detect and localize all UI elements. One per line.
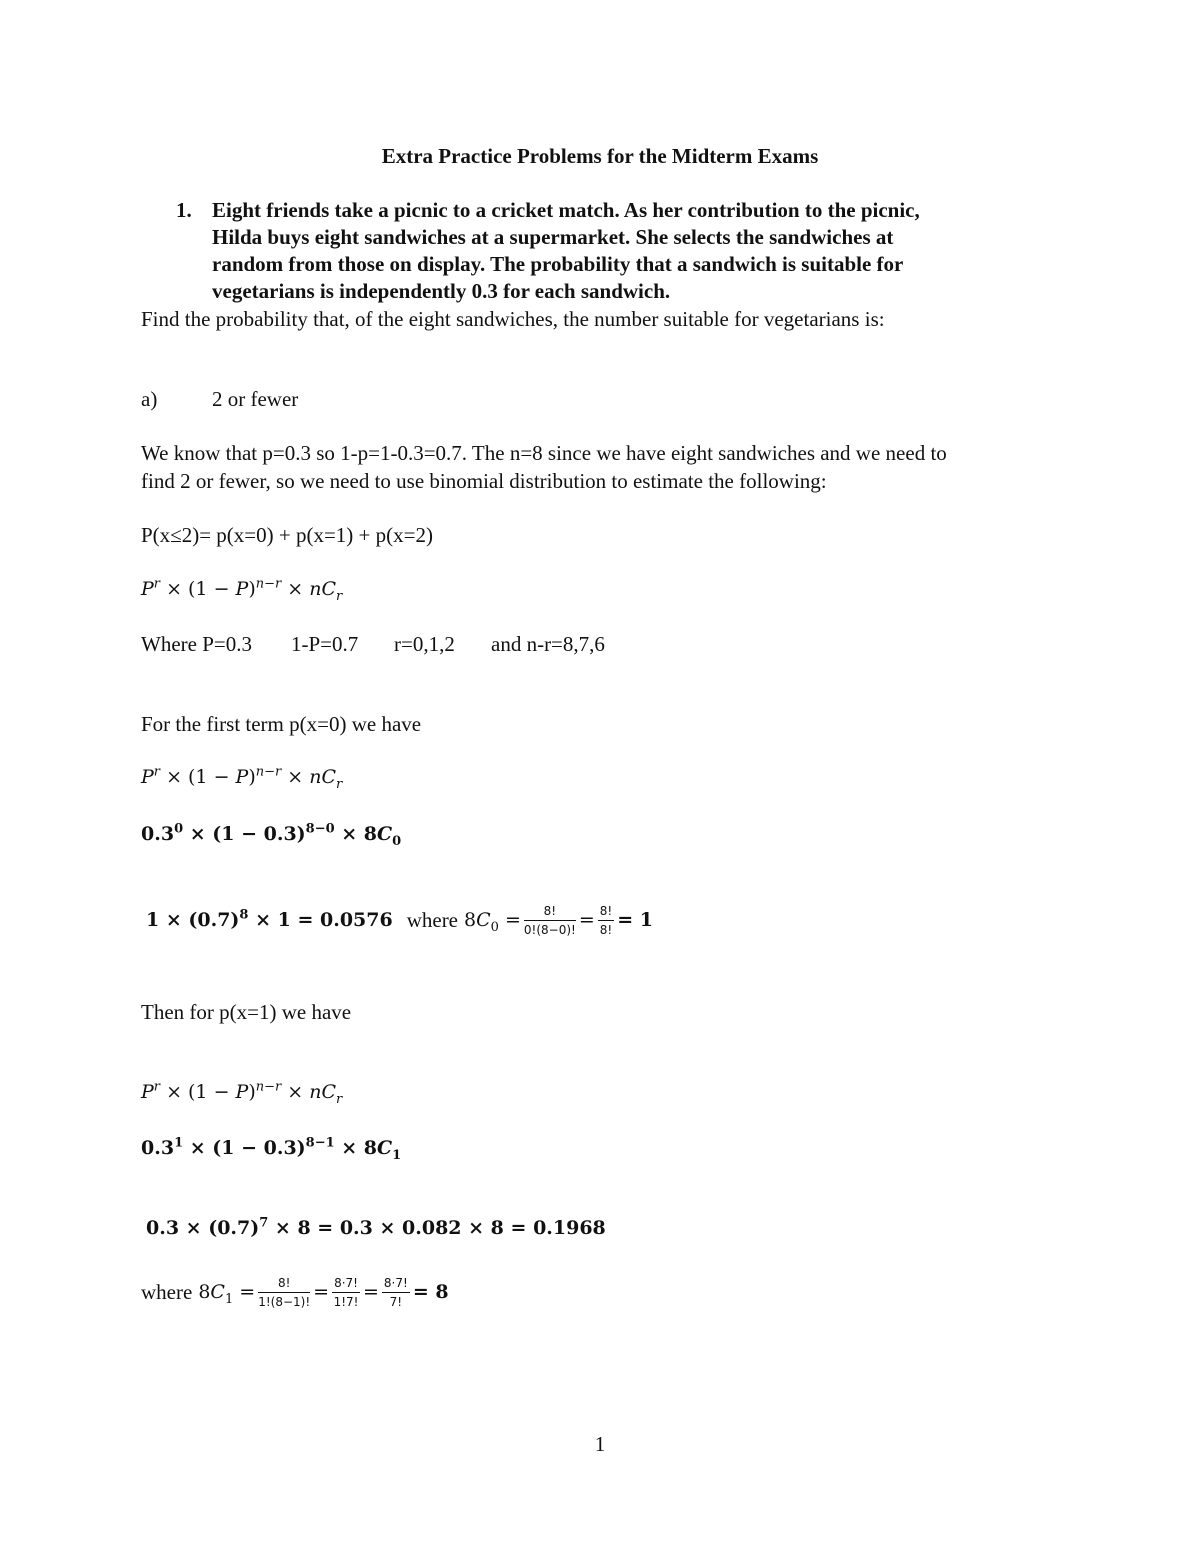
term1-final-value: 8 <box>435 1281 449 1303</box>
explanation-line-1: We know that p=0.3 so 1-p=1-0.3=0.7. The n=8 since we have eight sandwiches and we need to <box>141 441 947 465</box>
page-title: Extra Practice Problems for the Midterm Exams <box>381 144 819 168</box>
term1-combination: $8C_1$ = <box>198 1281 256 1307</box>
term1-formula: $P^r \times (1 - P)^{n-r} \times nC_r$ <box>141 1079 343 1107</box>
problem-line-1: Eight friends take a picnic to a cricket match. As her contribution to the picnic, <box>212 198 920 222</box>
term0-final-value: 1 <box>639 909 654 931</box>
term1-where-line: where $8C_1$ = $\frac{8!}{1!(8-1)!}$ = $\frac{8\cdot 7!}{1!7!}$ = $\frac{8\cdot 7!}{7!}$ = 8 <box>141 1275 449 1309</box>
term0-fraction-2: $\frac{8!}{8!}$ <box>599 903 613 937</box>
term1-result-expression: $0.3 \times (0.7)^7 \times 8 = 0.3 \times 0.082 \times 8 = 0.1968$ <box>146 1215 606 1239</box>
problem-number: 1. <box>176 198 192 222</box>
term1-intro: Then for p(x=1) we have <box>141 1000 352 1024</box>
page-number: 1 <box>594 1432 606 1456</box>
term1-where-word: where <box>141 1279 193 1304</box>
part-a-label: a) <box>141 387 158 411</box>
explanation-line-2: find 2 or fewer, so we need to use binomial distribution to estimate the following: <box>141 469 827 493</box>
term0-result-line: $1 \times (0.7)^8 \times 1 = 0.0576$ where $8C_0$ = $\frac{8!}{0!(8-0)!}$ = $\frac{8!}{8!}$ = 1 <box>146 903 654 937</box>
term0-fraction-1: $\frac{8!}{0!(8-0)!}$ <box>523 903 576 937</box>
problem-line-2: Hilda buys eight sandwiches at a supermarket. She selects the sandwiches at <box>212 225 894 249</box>
where-r: r=0,1,2 <box>394 632 455 656</box>
term1-fraction-1: $\frac{8!}{1!(8-1)!}$ <box>258 1275 311 1309</box>
term0-combination: $8C_0$ = <box>464 909 521 935</box>
problem-line-4: vegetarians is independently 0.3 for each sandwich. <box>212 279 671 303</box>
term1-fraction-3: $\frac{8\cdot 7!}{7!}$ <box>383 1275 408 1309</box>
term1-substitution: $0.3^1 \times (1 - 0.3)^{8-1} \times 8C_1$ <box>141 1135 402 1163</box>
problem-line-3: random from those on display. The probability that a sandwich is suitable for <box>212 252 904 276</box>
sum-formula: P(x≤2)= p(x=0) + p(x=1) + p(x=2) <box>141 523 433 547</box>
term0-result-expression: $1 \times (0.7)^8 \times 1 = 0.0576$ <box>146 907 393 931</box>
term1-fraction-2: $\frac{8\cdot 7!}{1!7!}$ <box>333 1275 359 1309</box>
term0-formula: $P^r \times (1 - P)^{n-r} \times nC_r$ <box>141 764 343 792</box>
problem-instruction: Find the probability that, of the eight sandwiches, the number suitable for vegetarians is: <box>141 307 885 331</box>
where-n-minus-r: and n-r=8,7,6 <box>491 632 605 656</box>
term0-where-word: where <box>406 907 459 932</box>
where-q: 1-P=0.7 <box>291 632 359 656</box>
term0-intro: For the first term p(x=0) we have <box>141 712 422 736</box>
term0-substitution: $0.3^0 \times (1 - 0.3)^{8-0} \times 8C_0$ <box>141 821 402 849</box>
binomial-formula: $P^r \times (1 - P)^{n-r} \times nC_r$ <box>141 576 343 604</box>
part-a-text: 2 or fewer <box>212 387 299 411</box>
where-p: Where P=0.3 <box>141 632 252 656</box>
